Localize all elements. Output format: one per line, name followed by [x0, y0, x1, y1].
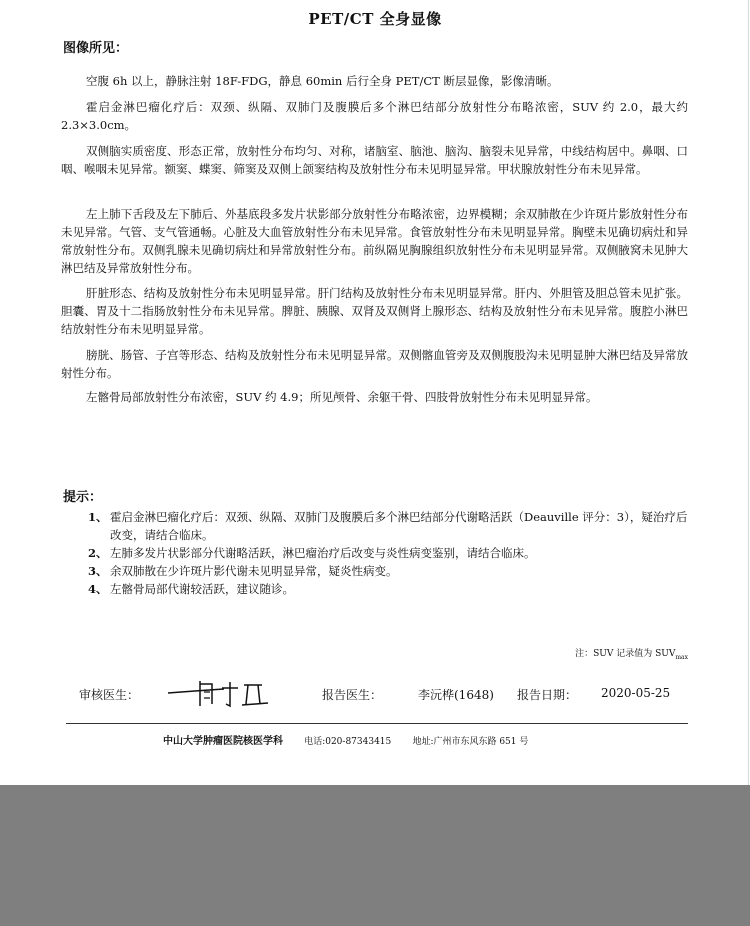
hint-item: [88, 508, 688, 544]
suv-note: [520, 646, 688, 661]
footer-address: 地址:广州市东风东路 651 号: [412, 737, 529, 747]
findings-text: 霍启金淋巴瘤化疗后：双颈、纵隔、双肺门及腹膜后多个淋巴结部分放射性分布略浓密，SUV 约 2.0，最大约 2.3×3.0cm。: [61, 100, 688, 132]
hint-item: [88, 562, 688, 580]
findings-text: 空腹 6h 以上，静脉注射 18F-FDG，静息 60min 后行全身 PET/CT 断层显像，影像清晰。: [86, 74, 559, 88]
reporter-label: 报告医生：: [322, 688, 383, 702]
report-title: PET/CT 全身显像: [308, 10, 442, 28]
hospital-name: 中山大学肿瘤医院核医学科: [163, 736, 283, 747]
hint-text: 霍启金淋巴瘤化疗后：双颈、纵隔、双肺门及腹膜后多个淋巴结部分代谢略活跃（Deauville 评分：3），疑治疗后改变，请结合临床。: [110, 510, 688, 542]
hint-text: 左肺多发片状影部分代谢略活跃，淋巴瘤治疗后改变与炎性病变鉴别，请结合临床。: [110, 546, 536, 560]
footer: [163, 732, 528, 747]
reviewer-label: 审核医生：: [79, 688, 140, 702]
viewer-background: [0, 785, 750, 926]
hint-item: [88, 544, 688, 562]
findings-paragraph-4: [61, 205, 688, 277]
reporter-name: 李沅桦(1648): [418, 688, 494, 702]
hint-list: [88, 508, 688, 598]
findings-text: 左髂骨局部放射性分布浓密，SUV 约 4.9；所见颅骨、余躯干骨、四肢骨放射性分布未见明显异常。: [86, 390, 598, 404]
report-date-label: 报告日期：: [517, 688, 578, 702]
findings-paragraph-3: [61, 142, 688, 178]
findings-paragraph-6: [61, 346, 688, 382]
reviewer-signature: [164, 676, 274, 712]
findings-text: 肝脏形态、结构及放射性分布未见明显异常。肝门结构及放射性分布未见明显异常。肝内、外胆管及胆总管未见扩张。胆囊、胃及十二指肠放射性分布未见异常。脾脏、胰腺、双肾及双侧肾上腺形态、结构及放射性分布未见异常。腹腔小淋巴结放射性分布未见明显异常。: [61, 286, 688, 336]
findings-paragraph-5: [61, 284, 688, 338]
findings-text: 膀胱、肠管、子宫等形态、结构及放射性分布未见明显异常。双侧髂血管旁及双侧腹股沟未见明显肿大淋巴结及异常放射性分布。: [61, 348, 688, 380]
hint-text: 左髂骨局部代谢较活跃，建议随诊。: [110, 582, 294, 596]
hint-number: 2、: [88, 546, 108, 560]
hint-number: 4、: [88, 582, 108, 596]
suv-note-text: 注：SUV 记录值为 SUV: [575, 649, 676, 659]
suv-note-subscript: max: [675, 653, 688, 661]
findings-text: 左上肺下舌段及左下肺后、外基底段多发片状影部分放射性分布略浓密，边界模糊；余双肺散在少许斑片影放射性分布未见异常。气管、支气管通畅。心脏及大血管放射性分布未见异常。食管放射性分布未见明显异常。胸壁未见确切病灶和异常放射性分布。双侧乳腺未见确切病灶和异常放射性分布。前纵隔见胸腺组织放射性分布未见明显异常。双侧腋窝未见肿大淋巴结及异常放射性分布。: [61, 207, 688, 275]
footer-phone: 电话:020-87343415: [304, 737, 392, 747]
hint-text: 余双肺散在少许斑片影代谢未见明显异常，疑炎性病变。: [110, 564, 398, 578]
findings-heading: 图像所见：: [63, 41, 129, 56]
hint-number: 3、: [88, 564, 108, 578]
findings-paragraph-7: [61, 388, 688, 406]
hint-item: [88, 580, 688, 598]
findings-paragraph-1: [61, 72, 688, 90]
page-edge: [748, 0, 749, 785]
findings-paragraph-2: [61, 98, 688, 134]
footer-divider: [66, 723, 688, 724]
findings-text: 双侧脑实质密度、形态正常，放射性分布均匀、对称，诸脑室、脑池、脑沟、脑裂未见异常，中线结构居中。鼻咽、口咽、喉咽未见异常。额窦、蝶窦、筛窦及双侧上颌窦结构及放射性分布未见明显异常。甲状腺放射性分布未见异常。: [61, 144, 688, 176]
hints-heading: 提示：: [63, 490, 103, 505]
report-date: 2020-05-25: [601, 686, 671, 700]
hint-number: 1、: [88, 510, 108, 524]
